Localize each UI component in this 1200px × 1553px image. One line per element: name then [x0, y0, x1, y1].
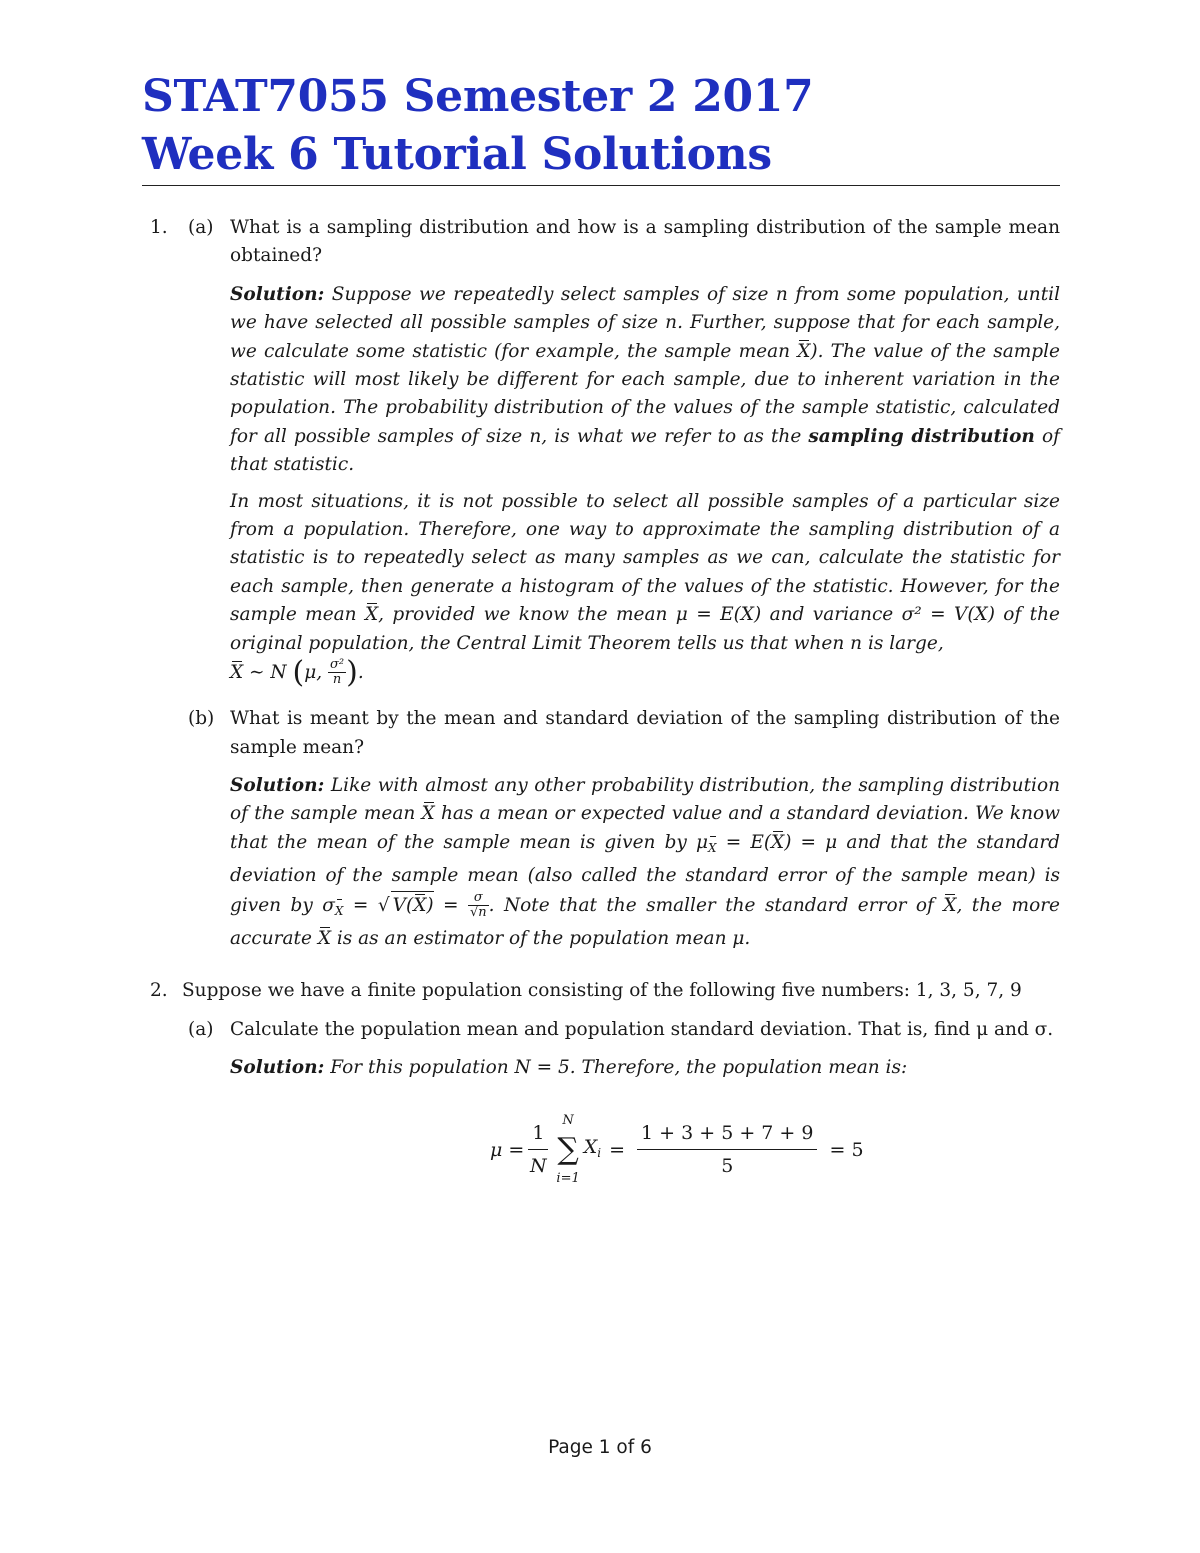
question-1a — [182, 214, 1060, 690]
solution-1a-text-2: ). The value of the sample statistic will most likely be different for each sample, due to inherent variation in the population. The probability distribution of the values of the sample statistic, calculated for all possible samples of size n, is what we refer to as the — [230, 340, 1060, 447]
question-1a-label: (a) — [188, 217, 214, 238]
solution-1a-text-5: , provided we know the mean μ = E(X) and variance σ² = V(X) of the original population, the Central Limit Theorem tells us that when n is large, — [230, 604, 1060, 654]
question-2-number: 2. — [150, 980, 168, 1002]
solution-1a-paragraph-2 — [230, 488, 1060, 690]
question-1a-text: What is a sampling distribution and how is a sampling distribution of the sample mean obtained? — [230, 217, 1060, 267]
question-2a-label: (a) — [188, 1018, 214, 1040]
equation-fraction-2-denominator: 5 — [721, 1155, 734, 1178]
solution-2a — [230, 1054, 1060, 1082]
solution-1a-text-4: In most situations, it is not possible to select all possible samples of a particular size from a population. Therefore, one way to approximate the sampling distribution of a statistic is to repeatedly select as many samples as we can, calculate the statistic for each sample, then generate a histogram of the values of the statistic. However, for the sample mean — [230, 490, 1060, 626]
sampling-distribution-term: sampling distribution — [808, 425, 1035, 447]
document-title — [142, 68, 1062, 184]
xbar-symbol: X — [797, 338, 810, 366]
equation-result: = 5 — [829, 1138, 864, 1161]
question-2a — [182, 1016, 1060, 1186]
title-line-2: Week 6 Tutorial Solutions — [142, 129, 772, 180]
solution-1a — [230, 281, 1060, 690]
solution-1a-text-3: of that statistic. — [230, 425, 1060, 476]
solution-1b-text-2: has a mean or expected value and a standard deviation. We know that the mean of the sample mean is given by — [230, 803, 1060, 853]
title-rule — [142, 185, 1060, 186]
solution-1b — [230, 772, 1060, 953]
population-mean-equation: μ = $\frac{1}{N}$ N ∑ i=1 $X_i$ = $\frac{1 + 3 + 5 + 7 + 9}{5}$ = 5 — [230, 1093, 1060, 1183]
standard-error-formula: $\sigma_X$ = √ V(X) = $\frac{\sigma}{√n}$ — [322, 895, 488, 916]
document-body — [142, 210, 1061, 1186]
solution-1b-text-6: is as an estimator of the population mean μ. — [330, 927, 751, 949]
question-2 — [142, 977, 1060, 1186]
xbar-symbol: X — [318, 925, 331, 953]
page-footer: Page 1 of 6 — [548, 1437, 652, 1458]
equation-fraction-2-numerator: 1 + 3 + 5 + 7 + 9 — [637, 1119, 817, 1150]
equation-fraction-1-numerator: 1 — [528, 1119, 548, 1150]
summation-symbol: N ∑ i=1 — [556, 1107, 579, 1194]
mean-of-sample-mean-formula: $\mu_X = E(X) = \mu$ — [696, 832, 837, 853]
solution-label: Solution: — [230, 283, 325, 305]
solution-1b-text-3: and that the standard deviation of the sample mean (also called the standard error of the sample mean) is given by — [230, 831, 1061, 916]
question-2-intro: Suppose we have a finite population consisting of the following five numbers: 1, 3, 5, 7, 9 — [182, 980, 1022, 1002]
title-line-1: STAT7055 Semester 2 2017 — [142, 71, 814, 122]
question-1b-label: (b) — [188, 708, 215, 730]
solution-1a-text-1: Suppose we repeatedly select samples of size n from some population, until we have selected all possible samples of size n. Further, suppose that for each sample, we calculate some statistic (for example, the sample mean — [230, 283, 1060, 362]
clt-formula-text: ∼ N — [243, 661, 293, 683]
question-1b-text: What is meant by the mean and standard deviation of the sampling distribution of the sample mean? — [230, 708, 1060, 758]
solution-1b-text-1: Like with almost any other probability distribution, the sampling distribution of the sample mean — [230, 774, 1061, 825]
solution-1b-text-4: . Note that the smaller the standard error of — [488, 894, 944, 916]
equation-lhs: μ = — [490, 1138, 525, 1161]
question-1b — [182, 705, 1060, 953]
summation-lower-limit: i=1 — [556, 1170, 580, 1186]
equation-fraction-2 — [637, 1119, 817, 1181]
xbar-symbol: X — [365, 601, 378, 629]
clt-formula: X ∼ N (μ, $\frac{\text{σ²}}{n}$ ). — [230, 654, 364, 690]
question-1 — [142, 214, 1060, 953]
solution-2a-text: For this population N = 5. Therefore, the population mean is: — [330, 1057, 908, 1079]
solution-2a-paragraph — [230, 1054, 1060, 1082]
question-1-number: 1. — [150, 217, 168, 238]
summation-upper-limit: N — [562, 1112, 574, 1128]
xbar-symbol: X — [422, 800, 435, 828]
xbar-symbol: X — [943, 892, 956, 920]
solution-1b-paragraph — [230, 772, 1060, 953]
equation-term: $X_i$ — [583, 1135, 602, 1160]
solution-1a-paragraph-1 — [230, 281, 1060, 480]
equation-fraction-1-denominator: N — [530, 1155, 547, 1178]
solution-1b-text-5: , the more accurate — [230, 894, 1060, 949]
equation-fraction-1 — [528, 1119, 548, 1181]
solution-label: Solution: — [230, 1057, 325, 1079]
question-2a-text: Calculate the population mean and population standard deviation. That is, find μ and σ. — [230, 1018, 1054, 1040]
solution-label: Solution: — [230, 774, 325, 796]
